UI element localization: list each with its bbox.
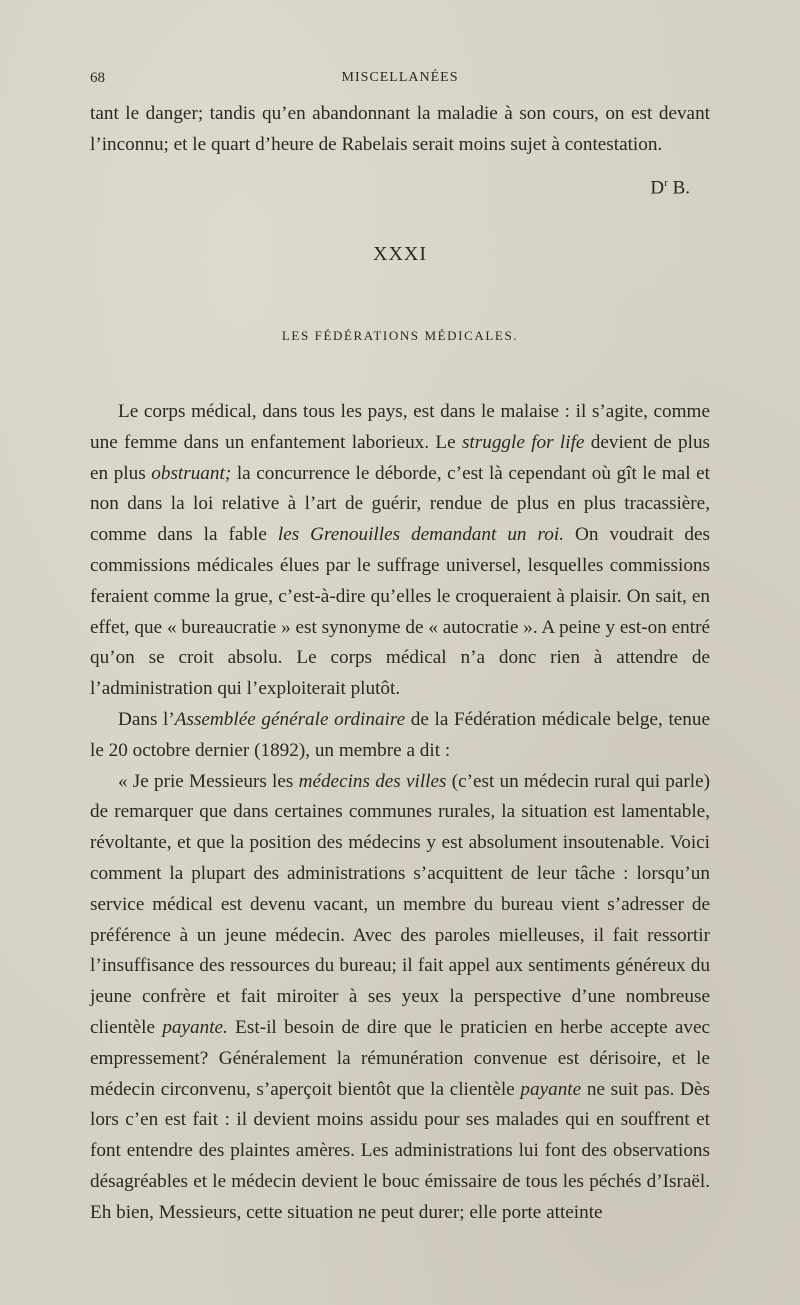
para1-italic-3: les Grenouilles demandant un roi.: [277, 524, 564, 546]
para1-italic-2: obstruant;: [151, 462, 232, 484]
para3-italic-2: payante.: [162, 1016, 228, 1038]
signature-superscript: r: [664, 177, 668, 189]
para1-text-4: On voudrait des commissions médicales élues par le suffrage universel, lesquelles commissions feraient comme la grue, c’est-à-dire qu’elles le croqueraient à plaisir. On sait, en effet, que « bureaucratie » est synonyme de « autocratie ». A peine y est-on entré qu’on se croit absolu. Le corps médical n’a donc rien à attendre de l’administration qui l’exploiterait plutôt.: [90, 524, 710, 700]
para2-text-1: Dans l’: [118, 708, 175, 730]
paragraph-1: [90, 397, 710, 705]
signature-name: B.: [667, 177, 690, 199]
para3-text-2: (c’est un médecin rural qui parle) de remarquer que dans certaines communes rurales, la situation est lamentable, révoltante, et que la position des médecins y est absolument insoutenable. Voici comment la plupart des administrations s’acquittent de leur tâche : lorsqu’un service médical est devenu vacant, un membre du bureau vient s’adresser de préférence à un jeune médecin. Avec des paroles mielleuses, il fait ressortir l’insuffisance des ressources du bureau; il fait appel aux sentiments généreux du jeune confrère et fait miroiter à ses yeux la perspective d’une nombreuse clientèle: [90, 770, 711, 1038]
para1-text-3: la concurrence le déborde, c’est là cependant où gît le mal et non dans la loi relative à l’art de guérir, rendue de plus en plus tracassière, comme dans la fable: [90, 462, 710, 546]
intro-text: tant le danger; tandis qu’en abandonnant la maladie à son cours, on est devant l’inconnu; et le quart d’heure de Rabelais serait moins sujet à contestation.: [90, 103, 710, 155]
para1-text-1: Le corps médical, dans tous les pays, est dans le malaise : il s’agite, comme une femme dans un enfantement laborieux. Le: [90, 401, 710, 453]
paragraph-2: [90, 705, 710, 767]
body-text: [90, 397, 710, 1229]
page-number: 68: [90, 70, 105, 86]
para3-italic-3: payante: [520, 1078, 582, 1100]
page-header: [90, 70, 710, 94]
para3-text-4: ne suit pas. Dès lors c’en est fait : il devient moins assidu pour ses malades qui en souffrent et font entendre des plaintes amères. Les administrations lui font des observations désagréables et le médecin devient le bouc émissaire de tous les péchés d’Israël. Eh bien, Messieurs, cette situation ne peut durer; elle porte atteinte: [90, 1078, 711, 1223]
running-title: MISCELLANÉES: [341, 70, 459, 85]
paragraph-3: [90, 767, 710, 1229]
signature: [650, 177, 690, 199]
para3-text-1: « Je prie Messieurs les: [118, 770, 299, 792]
para1-text-2: devient de plus en plus: [90, 431, 711, 484]
para2-text-2: de la Fédération médicale belge, tenue le 20 octobre dernier (1892), un membre a dit :: [90, 708, 710, 761]
chapter-number: XXXI: [373, 243, 427, 265]
para3-text-3: Est-il besoin de dire que le praticien en herbe accepte avec empressement? Généralement la rémunération convenue est dérisoire, et le médecin circonvenu, s’aperçoit bientôt que la clientèle: [90, 1016, 710, 1100]
intro-paragraph: [90, 99, 710, 161]
signature-prefix: D: [650, 177, 665, 199]
para3-italic-1: médecins des villes: [298, 770, 447, 792]
para1-italic-1: struggle for life: [461, 431, 585, 453]
chapter-title: LES FÉDÉRATIONS MÉDICALES.: [281, 328, 519, 343]
para2-italic-1: Assemblée générale ordinaire: [174, 708, 406, 730]
